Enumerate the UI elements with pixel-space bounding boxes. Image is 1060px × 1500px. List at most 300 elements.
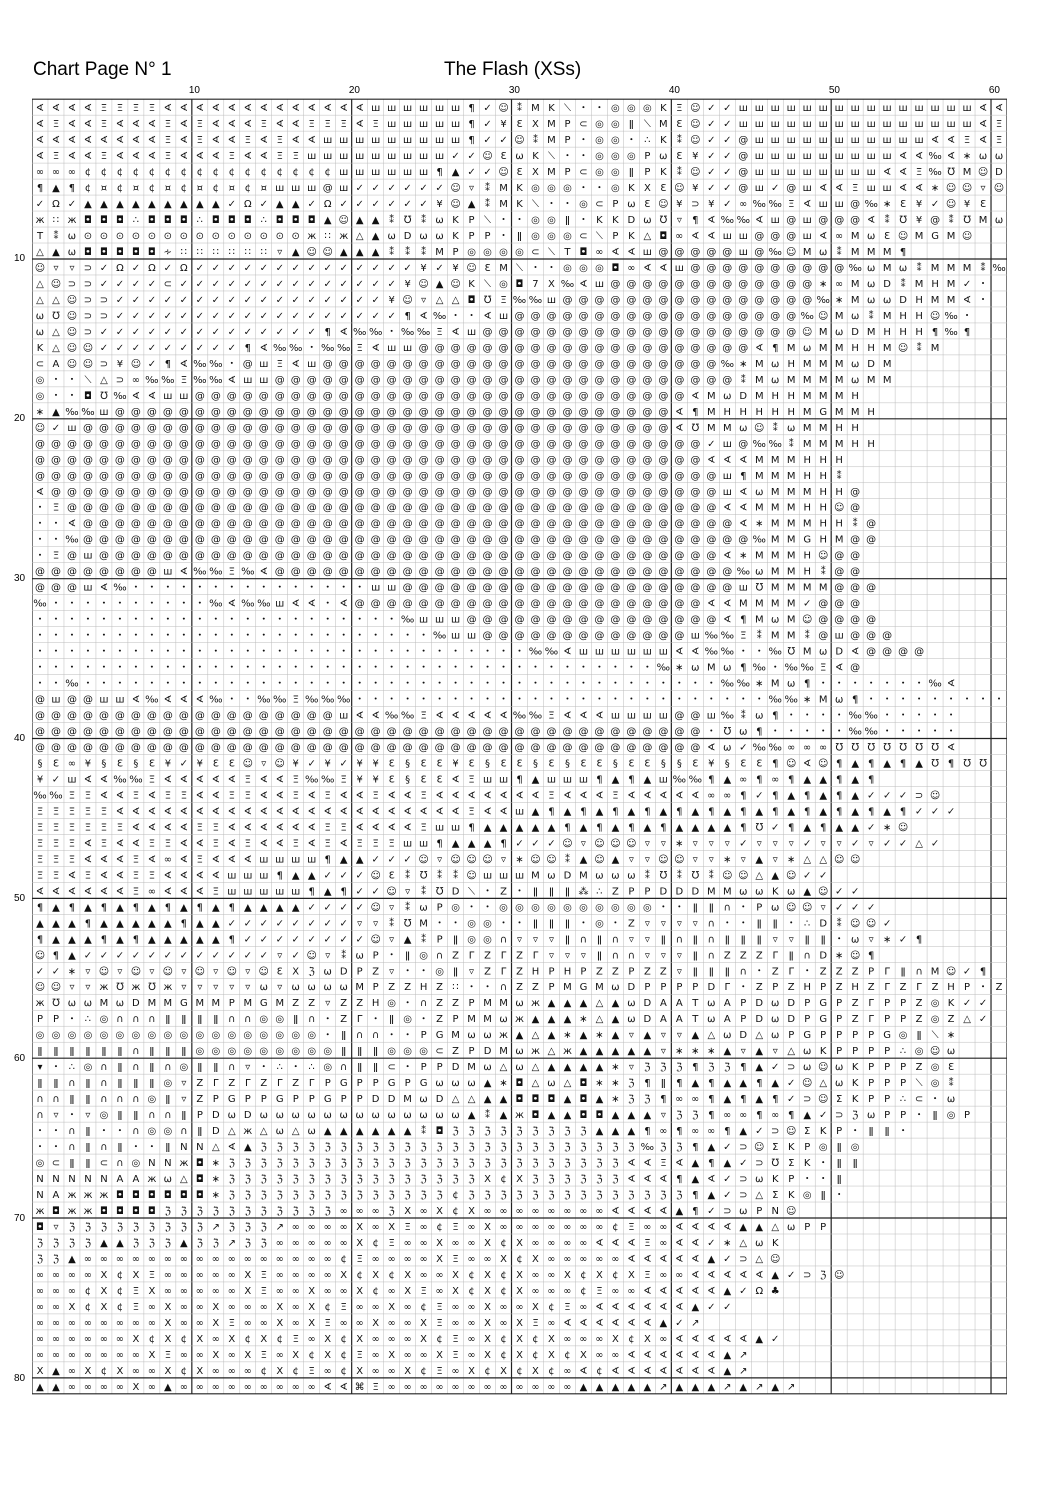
stitch-symbol: ∩ xyxy=(627,950,636,962)
stitch-symbol: H xyxy=(899,310,907,322)
stitch-symbol: P xyxy=(884,1078,891,1090)
stitch-symbol: @ xyxy=(466,422,477,434)
stitch-symbol: X xyxy=(132,1269,140,1281)
stitch-symbol xyxy=(135,1145,137,1147)
stitch-symbol: X xyxy=(404,1269,412,1281)
stitch-symbol: @ xyxy=(866,534,877,546)
stitch-symbol: ✓ xyxy=(787,1094,796,1106)
stitch-symbol: ⊙ xyxy=(131,231,141,243)
stitch-symbol: ∗ xyxy=(787,854,796,866)
stitch-symbol: Ξ xyxy=(132,854,140,866)
stitch-symbol xyxy=(215,618,217,620)
stitch-symbol xyxy=(71,394,73,396)
stitch-symbol: @ xyxy=(418,550,429,562)
stitch-symbol: ∢ xyxy=(371,806,380,818)
stitch-symbol: ▲ xyxy=(100,1237,108,1249)
stitch-symbol: ∞ xyxy=(579,1237,588,1249)
stitch-symbol: ✓ xyxy=(803,838,812,850)
stitch-symbol xyxy=(231,682,233,684)
stitch-symbol: ∢ xyxy=(739,502,748,514)
stitch-symbol: Ɛ xyxy=(436,758,443,770)
stitch-symbol: ш xyxy=(930,103,940,115)
stitch-symbol: ¶ xyxy=(708,774,715,786)
stitch-symbol: ◎ xyxy=(419,1046,428,1058)
stitch-symbol: ⁑ xyxy=(708,870,714,882)
stitch-symbol: @ xyxy=(738,534,749,546)
stitch-symbol: ⁑ xyxy=(517,103,522,115)
stitch-symbol: @ xyxy=(626,310,637,322)
stitch-symbol: ⍵ xyxy=(771,998,780,1010)
stitch-symbol: ∗ xyxy=(691,1046,700,1058)
stitch-symbol: @ xyxy=(610,390,621,402)
stitch-symbol: ☺ xyxy=(945,199,957,211)
stitch-symbol: ш xyxy=(578,646,588,658)
stitch-symbol: H xyxy=(819,486,827,498)
stitch-symbol: ∢ xyxy=(659,790,668,802)
stitch-symbol: ‰ xyxy=(321,774,335,786)
stitch-symbol: ∢ xyxy=(35,886,45,898)
stitch-symbol: @ xyxy=(850,486,861,498)
stitch-symbol: P xyxy=(692,982,699,994)
stitch-symbol: @ xyxy=(338,486,349,498)
stitch-symbol: @ xyxy=(130,726,141,738)
stitch-symbol xyxy=(423,666,425,668)
stitch-symbol: ∢ xyxy=(227,119,236,131)
stitch-symbol: ◘ xyxy=(515,278,524,290)
stitch-symbol: ⁑ xyxy=(341,950,347,962)
stitch-symbol: ▿ xyxy=(868,838,874,850)
stitch-symbol: M xyxy=(355,982,364,994)
stitch-symbol: ∢ xyxy=(611,1301,620,1313)
stitch-symbol: ∢ xyxy=(179,854,189,866)
stitch-symbol: ✓ xyxy=(275,918,284,930)
stitch-symbol: ǁ xyxy=(117,1142,123,1154)
stitch-symbol xyxy=(407,1001,409,1003)
stitch-symbol: ∞ xyxy=(531,1381,540,1393)
stitch-symbol: ▲ xyxy=(291,247,300,259)
stitch-symbol: @ xyxy=(82,438,93,450)
stitch-symbol: X xyxy=(500,1253,507,1265)
stitch-symbol: @ xyxy=(82,518,93,530)
stitch-symbol: H xyxy=(787,390,795,402)
stitch-symbol: Z xyxy=(484,950,491,962)
stitch-symbol: @ xyxy=(354,454,365,466)
stitch-symbol: ∢ xyxy=(275,838,284,850)
stitch-symbol: ⊙ xyxy=(291,231,300,243)
stitch-symbol: ⍵ xyxy=(515,1046,524,1058)
stitch-symbol: ▲ xyxy=(148,199,156,211)
stitch-symbol: ш xyxy=(419,103,429,115)
stitch-symbol: ☺ xyxy=(674,183,685,195)
stitch-symbol: @ xyxy=(818,262,829,274)
stitch-symbol: ℨ xyxy=(388,1174,395,1186)
stitch-symbol: ℨ xyxy=(420,1190,427,1202)
stitch-symbol: ▿ xyxy=(580,838,586,850)
stitch-symbol: @ xyxy=(562,454,573,466)
chart-row xyxy=(37,341,940,354)
stitch-symbol: ℨ xyxy=(596,1158,603,1170)
stitch-symbol: ∞ xyxy=(547,1285,556,1297)
stitch-symbol: ℨ xyxy=(468,1158,475,1170)
stitch-symbol xyxy=(519,698,521,700)
stitch-symbol: ☺ xyxy=(130,966,142,978)
stitch-symbol: Ξ xyxy=(452,1333,459,1345)
stitch-symbol: ▿ xyxy=(69,262,75,274)
stitch-symbol: @ xyxy=(578,582,589,594)
stitch-symbol: M xyxy=(147,998,157,1010)
stitch-symbol: K xyxy=(771,886,779,898)
stitch-symbol: M xyxy=(738,598,748,610)
stitch-symbol: @ xyxy=(114,406,125,418)
stitch-symbol: ☺ xyxy=(833,1269,845,1281)
stitch-symbol: @ xyxy=(370,486,381,498)
stitch-symbol: ∩ xyxy=(707,918,715,930)
stitch-symbol: @ xyxy=(706,278,717,290)
stitch-symbol: M xyxy=(770,630,780,642)
stitch-symbol: ⁑ xyxy=(389,918,395,930)
stitch-symbol: ✓ xyxy=(339,294,348,306)
stitch-symbol: N xyxy=(771,1206,779,1218)
stitch-symbol: Ξ xyxy=(116,103,124,115)
stitch-symbol: @ xyxy=(35,566,45,578)
stitch-symbol xyxy=(311,634,313,636)
stitch-symbol: @ xyxy=(114,486,125,498)
stitch-symbol: @ xyxy=(50,566,61,578)
stitch-symbol: @ xyxy=(674,294,685,306)
stitch-symbol: @ xyxy=(146,550,157,562)
stitch-symbol: ш xyxy=(882,135,892,147)
stitch-symbol: Σ xyxy=(788,1158,795,1170)
stitch-symbol xyxy=(55,618,57,620)
stitch-symbol xyxy=(439,666,441,668)
stitch-symbol: ∢ xyxy=(499,710,508,722)
stitch-symbol: ∢ xyxy=(675,422,684,434)
stitch-symbol: ⊂ xyxy=(435,1046,444,1058)
stitch-symbol: ⍵ xyxy=(739,422,748,434)
stitch-symbol: @ xyxy=(306,502,317,514)
stitch-symbol: Ξ xyxy=(596,1285,603,1297)
stitch-symbol: D xyxy=(787,998,796,1010)
stitch-symbol: P xyxy=(468,998,475,1010)
stitch-symbol: ▿ xyxy=(325,998,331,1010)
stitch-symbol: ◎ xyxy=(611,119,620,131)
stitch-symbol: ▲ xyxy=(643,1046,652,1058)
stitch-symbol: ⍵ xyxy=(866,231,876,243)
stitch-symbol: ▲ xyxy=(691,1174,700,1186)
stitch-symbol: ‰ xyxy=(720,710,734,722)
stitch-symbol: ▲ xyxy=(499,1110,508,1122)
stitch-symbol: ✓ xyxy=(147,342,157,354)
stitch-symbol xyxy=(263,666,265,668)
stitch-symbol: ☺ xyxy=(402,294,413,306)
stitch-symbol: ⍵ xyxy=(771,902,780,914)
stitch-symbol: ▲ xyxy=(723,1158,732,1170)
stitch-symbol: ▲ xyxy=(579,998,588,1010)
row-number-20: 20 xyxy=(14,413,26,424)
stitch-symbol: K xyxy=(660,167,667,179)
stitch-symbol: ◘ xyxy=(275,215,284,227)
stitch-symbol: ℨ xyxy=(228,1158,235,1170)
stitch-symbol: D xyxy=(835,646,844,658)
stitch-symbol: ◘ xyxy=(467,294,476,306)
stitch-symbol: ш xyxy=(387,135,397,147)
stitch-symbol: ☺ xyxy=(849,918,861,930)
stitch-symbol: ◎ xyxy=(35,390,45,402)
stitch-symbol: ∷ xyxy=(244,247,251,259)
stitch-symbol: ∢ xyxy=(227,806,236,818)
stitch-symbol: @ xyxy=(226,438,237,450)
stitch-symbol: Ɛ xyxy=(116,758,123,770)
stitch-symbol: Ɛ xyxy=(484,262,491,274)
chart-row xyxy=(37,758,987,769)
stitch-symbol: ∞ xyxy=(675,1094,684,1106)
stitch-symbol: @ xyxy=(514,550,525,562)
stitch-symbol: G xyxy=(419,1078,428,1090)
stitch-symbol: ☺ xyxy=(977,167,989,179)
stitch-symbol xyxy=(487,985,489,987)
stitch-symbol: ☺ xyxy=(849,950,861,962)
stitch-symbol: ¶ xyxy=(676,1174,683,1186)
stitch-symbol: X xyxy=(260,1333,268,1345)
stitch-symbol: ▲ xyxy=(148,934,156,946)
stitch-symbol: @ xyxy=(498,486,509,498)
stitch-symbol: Σ xyxy=(804,1126,811,1138)
stitch-symbol: ‰ xyxy=(305,694,319,706)
stitch-symbol: ǁ xyxy=(37,1046,43,1058)
stitch-symbol: H xyxy=(563,966,572,978)
stitch-symbol: ✓ xyxy=(387,262,396,274)
chart-row xyxy=(36,407,875,418)
stitch-symbol: X xyxy=(436,1253,444,1265)
stitch-symbol: @ xyxy=(178,406,189,418)
stitch-symbol: ☺ xyxy=(897,231,909,243)
stitch-symbol: ▲ xyxy=(211,918,220,930)
stitch-symbol xyxy=(327,634,329,636)
stitch-symbol: ∞ xyxy=(467,1301,476,1313)
stitch-symbol: P xyxy=(644,151,651,163)
stitch-symbol: ⁑ xyxy=(948,1078,954,1090)
stitch-symbol xyxy=(870,698,872,700)
stitch-symbol: @ xyxy=(418,742,429,754)
stitch-symbol: X xyxy=(516,1349,523,1361)
stitch-symbol: @ xyxy=(546,374,557,386)
chart-row xyxy=(36,1222,826,1233)
stitch-symbol: ∷ xyxy=(324,231,331,243)
stitch-symbol: ∢ xyxy=(131,838,141,850)
stitch-symbol: ¢ xyxy=(372,1237,379,1249)
stitch-symbol: @ xyxy=(754,262,765,274)
stitch-symbol xyxy=(758,969,760,971)
stitch-symbol: ∞ xyxy=(563,1285,572,1297)
stitch-symbol: ℨ xyxy=(52,1237,60,1249)
stitch-symbol: ∢ xyxy=(115,151,125,163)
stitch-symbol: ▿ xyxy=(181,966,187,978)
stitch-symbol: ✓ xyxy=(195,310,205,322)
stitch-symbol: ∞ xyxy=(67,1349,77,1361)
stitch-symbol: @ xyxy=(434,582,445,594)
stitch-symbol: ▲ xyxy=(148,918,156,930)
stitch-symbol: ∞ xyxy=(163,1285,173,1297)
stitch-symbol: @ xyxy=(578,422,589,434)
stitch-symbol: M xyxy=(770,454,780,466)
stitch-symbol: ▲ xyxy=(707,1190,716,1202)
stitch-symbol: ∞ xyxy=(547,1253,556,1265)
stitch-symbol: ш xyxy=(99,694,109,706)
stitch-symbol: ∩ xyxy=(132,1126,140,1138)
stitch-symbol xyxy=(391,650,393,652)
stitch-symbol xyxy=(423,698,425,700)
stitch-symbol: ✓ xyxy=(898,790,908,802)
stitch-symbol: X xyxy=(388,1349,396,1361)
stitch-symbol: X xyxy=(356,1237,364,1249)
stitch-symbol xyxy=(119,1129,121,1131)
stitch-symbol: ▲ xyxy=(116,199,124,211)
stitch-symbol: ∗ xyxy=(819,278,828,290)
stitch-symbol: ǁ xyxy=(181,1110,187,1122)
stitch-symbol: ∢ xyxy=(707,1349,716,1361)
stitch-symbol: ☺ xyxy=(897,342,909,354)
stitch-symbol: ‰ xyxy=(209,598,223,610)
stitch-symbol: ▲ xyxy=(451,838,460,850)
stitch-symbol: P xyxy=(884,998,891,1010)
stitch-symbol: ∗ xyxy=(882,199,892,211)
stitch-symbol xyxy=(135,586,137,588)
stitch-symbol: @ xyxy=(162,502,173,514)
stitch-symbol: ∢ xyxy=(179,119,189,131)
stitch-symbol: M xyxy=(930,966,940,978)
stitch-symbol: Ξ xyxy=(100,119,108,131)
stitch-symbol: ✓ xyxy=(51,422,61,434)
stitch-symbol: @ xyxy=(114,742,125,754)
stitch-symbol xyxy=(103,602,105,604)
stitch-symbol: ∞ xyxy=(291,1222,300,1234)
stitch-symbol: ℨ xyxy=(404,1190,411,1202)
stitch-symbol xyxy=(455,650,457,652)
stitch-symbol: @ xyxy=(370,374,381,386)
stitch-symbol: ⍵ xyxy=(403,1110,412,1122)
stitch-symbol: ∞ xyxy=(323,1237,332,1249)
stitch-symbol: Σ xyxy=(772,1190,779,1202)
stitch-symbol: ⍵ xyxy=(898,262,908,274)
stitch-symbol xyxy=(550,666,552,668)
stitch-symbol: M xyxy=(499,262,508,274)
stitch-symbol: ✓ xyxy=(898,838,908,850)
stitch-symbol xyxy=(231,634,233,636)
stitch-symbol xyxy=(391,330,393,332)
stitch-symbol: ℨ xyxy=(628,1142,635,1154)
stitch-symbol: ▲ xyxy=(595,1046,604,1058)
stitch-symbol: ℨ xyxy=(644,1190,651,1202)
stitch-symbol: M xyxy=(818,342,828,354)
stitch-symbol: ▲ xyxy=(515,1030,524,1042)
stitch-symbol: ℧ xyxy=(867,742,875,754)
stitch-symbol: ‰ xyxy=(65,534,79,546)
stitch-symbol: D xyxy=(691,886,700,898)
stitch-symbol: ¶ xyxy=(516,774,523,786)
stitch-symbol: M xyxy=(962,262,972,274)
stitch-symbol: @ xyxy=(274,438,285,450)
stitch-symbol: @ xyxy=(754,247,765,259)
stitch-symbol: ¢ xyxy=(148,183,156,195)
stitch-symbol: @ xyxy=(434,486,445,498)
stitch-symbol: ¥ xyxy=(196,758,203,770)
stitch-symbol: ∷ xyxy=(196,247,203,259)
stitch-symbol: ∞ xyxy=(531,1206,540,1218)
stitch-symbol: ⍵ xyxy=(755,886,764,898)
stitch-symbol: @ xyxy=(498,742,509,754)
stitch-symbol: @ xyxy=(178,550,189,562)
stitch-symbol: @ xyxy=(162,470,173,482)
stitch-symbol: ∞ xyxy=(67,1333,77,1345)
stitch-symbol: Ξ xyxy=(196,119,203,131)
stitch-symbol: ✓ xyxy=(323,278,332,290)
stitch-symbol: ш xyxy=(51,694,61,706)
stitch-symbol: @ xyxy=(370,742,381,754)
stitch-symbol: X xyxy=(196,1365,204,1377)
stitch-symbol: ⟍ xyxy=(484,215,492,227)
stitch-symbol: @ xyxy=(642,582,653,594)
stitch-symbol: ∞ xyxy=(307,1222,316,1234)
stitch-symbol: @ xyxy=(818,614,829,626)
stitch-symbol: Ξ xyxy=(180,790,188,802)
stitch-symbol: ш xyxy=(435,822,445,834)
stitch-symbol: ▿ xyxy=(644,934,650,946)
stitch-symbol: @ xyxy=(578,454,589,466)
stitch-symbol: @ xyxy=(354,742,365,754)
chart-row xyxy=(35,583,876,594)
stitch-symbol: @ xyxy=(370,406,381,418)
stitch-symbol: ¢ xyxy=(340,1253,347,1265)
stitch-symbol: @ xyxy=(466,502,477,514)
stitch-symbol: ‰ xyxy=(129,774,143,786)
chart-row xyxy=(39,647,924,658)
stitch-symbol: ‰ xyxy=(321,694,335,706)
stitch-symbol: ▿ xyxy=(676,1030,682,1042)
stitch-symbol: ¶ xyxy=(740,822,747,834)
stitch-symbol: ∞ xyxy=(403,1237,412,1249)
stitch-symbol: X xyxy=(532,1253,539,1265)
stitch-symbol: @ xyxy=(66,726,77,738)
stitch-symbol: @ xyxy=(114,422,125,434)
stitch-symbol: ¥ xyxy=(372,774,379,786)
stitch-symbol: ℨ xyxy=(324,1174,331,1186)
stitch-symbol: ∢ xyxy=(659,262,668,274)
stitch-symbol: ¢ xyxy=(244,167,251,179)
stitch-symbol: △ xyxy=(451,1094,460,1106)
stitch-symbol: ▲ xyxy=(563,1014,572,1026)
stitch-symbol: Z xyxy=(915,1062,923,1074)
stitch-symbol: @ xyxy=(194,742,205,754)
stitch-symbol: ∞ xyxy=(179,1381,189,1393)
stitch-symbol: ∞ xyxy=(259,1381,268,1393)
stitch-symbol: @ xyxy=(850,199,861,211)
stitch-symbol: ☺ xyxy=(786,1206,797,1218)
stitch-symbol: ⁑ xyxy=(421,247,427,259)
stitch-symbol: @ xyxy=(194,406,205,418)
stitch-symbol: @ xyxy=(594,502,605,514)
stitch-symbol: D xyxy=(483,1046,492,1058)
stitch-symbol: ℨ xyxy=(468,1142,475,1154)
stitch-symbol: ☺ xyxy=(306,950,317,962)
stitch-symbol: Ɛ xyxy=(884,231,891,243)
stitch-symbol: @ xyxy=(594,358,605,370)
stitch-symbol: ¶ xyxy=(132,934,140,946)
stitch-symbol: ✓ xyxy=(435,183,444,195)
stitch-symbol: ∞ xyxy=(707,1126,716,1138)
stitch-symbol: ∩ xyxy=(132,1062,140,1074)
chart-row xyxy=(37,806,955,817)
stitch-symbol: ◘ xyxy=(243,215,252,227)
